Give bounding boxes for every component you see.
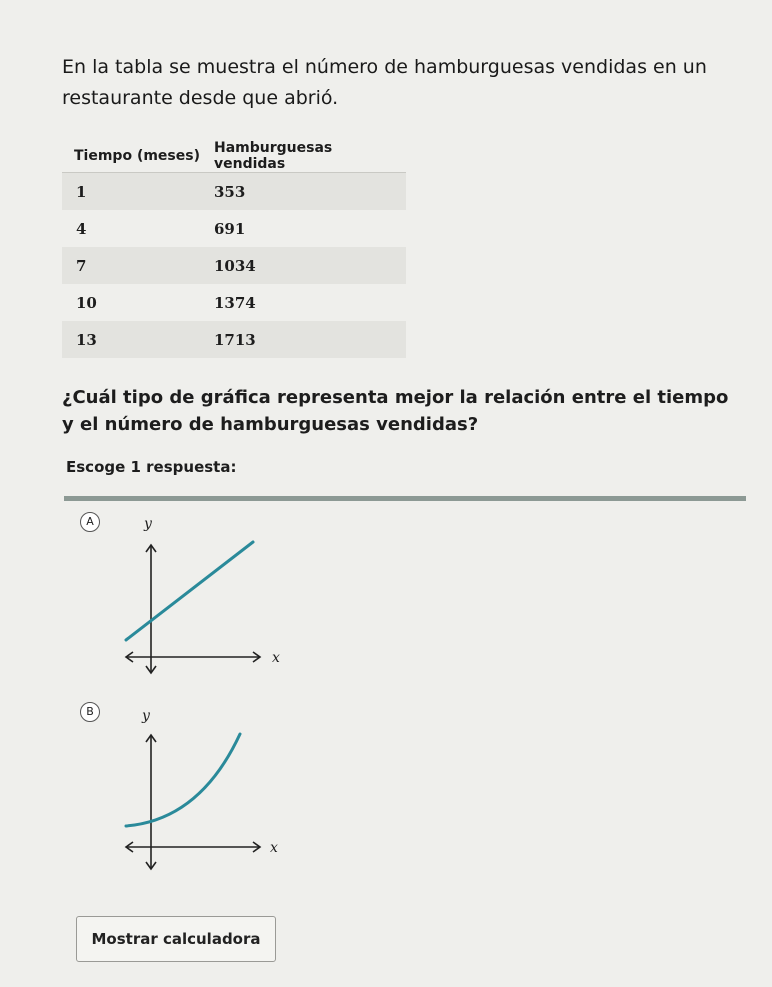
cell-burgers: 1713 bbox=[214, 330, 256, 349]
cell-time: 4 bbox=[76, 219, 87, 238]
graph-b bbox=[80, 702, 290, 877]
linear-curve bbox=[126, 542, 253, 640]
y-axis-label: y bbox=[142, 708, 150, 724]
answer-option-a[interactable] bbox=[80, 512, 290, 687]
intro-text: En la tabla se muestra el número de hamburguesas vendidas en un restaurante desde que abrió. bbox=[62, 56, 707, 109]
cell-time: 7 bbox=[76, 256, 87, 275]
table-row bbox=[62, 321, 406, 358]
cell-burgers: 1374 bbox=[214, 293, 256, 312]
option-letter-a[interactable]: A bbox=[80, 512, 100, 532]
answer-prompt: Escoge 1 respuesta: bbox=[66, 458, 237, 476]
x-axis-label: x bbox=[272, 650, 280, 666]
table-row bbox=[62, 210, 406, 247]
question-text: ¿Cuál tipo de gráfica representa mejor la relación entre el tiempo y el número de hamburguesas vendidas? bbox=[62, 387, 729, 435]
table-row bbox=[62, 173, 406, 210]
cell-burgers: 691 bbox=[214, 219, 246, 238]
answer-option-b[interactable] bbox=[80, 702, 290, 877]
cell-time: 10 bbox=[76, 293, 97, 312]
show-calculator-button[interactable]: Mostrar calculadora bbox=[76, 916, 276, 962]
header-time: Tiempo (meses) bbox=[74, 148, 200, 164]
y-axis-label: y bbox=[144, 516, 152, 532]
divider bbox=[64, 496, 746, 501]
cell-burgers: 353 bbox=[214, 182, 246, 201]
table-row bbox=[62, 247, 406, 284]
data-table bbox=[62, 140, 406, 358]
cell-burgers: 1034 bbox=[214, 256, 256, 275]
graph-a bbox=[80, 512, 290, 687]
table-row bbox=[62, 284, 406, 321]
option-letter-b[interactable]: B bbox=[80, 702, 100, 722]
table-header bbox=[62, 140, 406, 173]
x-axis-label: x bbox=[270, 840, 278, 856]
cell-time: 13 bbox=[76, 330, 97, 349]
header-burgers: Hamburguesas vendidas bbox=[214, 140, 333, 172]
increasing-curve bbox=[126, 734, 240, 826]
cell-time: 1 bbox=[76, 182, 87, 201]
